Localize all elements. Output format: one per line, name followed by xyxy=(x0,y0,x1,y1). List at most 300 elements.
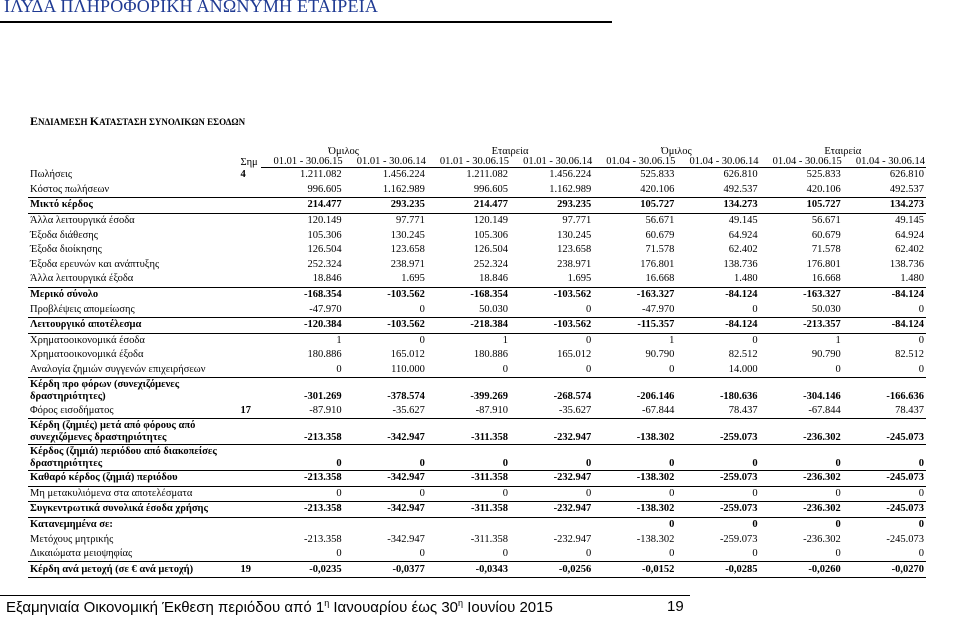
row-label: Λειτουργικό αποτέλεσμα xyxy=(28,317,238,333)
row-note xyxy=(238,363,260,378)
row-value: 0 xyxy=(593,486,676,502)
header-row-groups xyxy=(28,147,926,157)
table-row xyxy=(28,418,926,444)
table-row xyxy=(28,228,926,243)
period-header: 01.01 - 30.06.15 xyxy=(261,157,344,168)
statement-title-part-1: ΝΔΙΑΜΕΣΗ xyxy=(38,117,90,127)
row-value: 293.235 xyxy=(344,198,427,214)
row-label: Αναλογία ζημιών συγγενών επιχειρήσεων xyxy=(28,363,238,378)
row-value: 0 xyxy=(843,486,926,502)
period-header: 01.04 - 30.06.15 xyxy=(760,157,843,168)
row-value: 1 xyxy=(835,334,841,346)
table-row xyxy=(28,502,926,518)
row-value: -138.302 xyxy=(593,470,676,486)
row-note xyxy=(238,517,260,532)
footer-superscript-1: η xyxy=(324,598,330,608)
table-header xyxy=(28,147,926,168)
row-value: -259.073 xyxy=(676,470,759,486)
row-value: 420.106 xyxy=(760,183,843,198)
row-value: 105.306 xyxy=(473,229,509,241)
row-value: 0 xyxy=(344,547,427,562)
row-value: 14.000 xyxy=(676,363,759,378)
row-note xyxy=(238,317,260,333)
row-value: 176.801 xyxy=(640,258,675,270)
income-statement-table xyxy=(28,147,926,578)
row-value: -163.327 xyxy=(803,289,841,301)
row-label: Μερικό σύνολο xyxy=(30,289,99,301)
row-value: 60.679 xyxy=(645,229,675,241)
row-value: 492.537 xyxy=(843,183,926,198)
row-value: -213.358 xyxy=(261,418,344,444)
table-row xyxy=(28,444,926,470)
row-value: 0 xyxy=(843,363,926,378)
row-value: -84.124 xyxy=(843,317,926,333)
header-row-periods xyxy=(28,157,926,168)
row-value: -311.358 xyxy=(427,502,510,518)
header-note-spacer xyxy=(238,147,260,157)
row-value: -259.073 xyxy=(676,502,759,518)
row-note xyxy=(238,547,260,562)
row-value: 0 xyxy=(510,444,593,470)
row-value: -213.358 xyxy=(304,533,342,545)
row-value: 0 xyxy=(760,547,843,562)
row-note xyxy=(238,502,260,518)
row-value: 525.833 xyxy=(806,169,841,181)
row-value: 18.846 xyxy=(261,272,344,287)
row-value: 1.456.224 xyxy=(382,169,425,181)
row-value: -138.302 xyxy=(593,418,676,444)
row-value: 50.030 xyxy=(760,302,843,317)
row-value: 1 xyxy=(336,334,342,346)
row-note xyxy=(238,243,260,258)
row-value: 1.480 xyxy=(843,272,926,287)
row-value: -218.384 xyxy=(427,317,510,333)
row-value: -206.146 xyxy=(636,391,675,403)
row-value: 0 xyxy=(760,444,843,470)
row-value: -87.910 xyxy=(261,403,344,418)
row-value: -268.574 xyxy=(553,391,592,403)
row-value: 90.790 xyxy=(645,349,675,361)
company-header-title: ΙΛΥΔΑ ΠΛΗΡΟΦΟΡΙΚΗ ΑΝΩΝΥΜΗ ΕΤΑΙΡΕΙΑ xyxy=(4,0,379,16)
row-value: -180.636 xyxy=(719,391,758,403)
row-value: 97.771 xyxy=(562,215,592,227)
row-value: 0 xyxy=(585,334,592,346)
row-value: 16.668 xyxy=(593,272,676,287)
row-value: 71.578 xyxy=(811,244,841,256)
row-note xyxy=(238,532,260,547)
row-note xyxy=(238,213,260,228)
row-value: 0 xyxy=(918,518,924,530)
row-value: 0 xyxy=(752,334,758,346)
row-value: 0 xyxy=(344,302,427,317)
row-value: 1.695 xyxy=(344,272,427,287)
row-value: -236.302 xyxy=(760,418,843,444)
row-value: 16.668 xyxy=(760,272,843,287)
row-label: Προβλέψεις απομείωσης xyxy=(28,302,238,317)
row-value: -103.562 xyxy=(387,289,425,301)
table-row xyxy=(28,258,926,273)
footer-text-part-1: Εξαμηνιαία Οικονομική Έκθεση περιόδου από 1 xyxy=(6,599,325,616)
header-label-cell xyxy=(28,157,238,168)
row-value: 0 xyxy=(676,547,759,562)
table-row xyxy=(28,547,926,562)
table-row xyxy=(28,333,926,348)
row-value: -115.357 xyxy=(593,317,676,333)
row-value: -87.910 xyxy=(427,403,510,418)
row-value: 82.512 xyxy=(895,349,924,361)
note-column-header: Σημ xyxy=(240,157,258,168)
period-header: 01.01 - 30.06.14 xyxy=(510,157,593,168)
row-label: Κόστος πωλήσεων xyxy=(28,183,238,198)
row-value: 130.245 xyxy=(390,229,425,241)
row-value: 123.658 xyxy=(557,244,592,256)
row-value: -245.073 xyxy=(843,502,926,518)
row-value: 0 xyxy=(510,547,593,562)
row-value xyxy=(261,517,344,532)
row-value: -163.327 xyxy=(636,289,675,301)
row-value: 0 xyxy=(510,486,593,502)
row-value: 180.886 xyxy=(307,349,342,361)
row-value: 0 xyxy=(427,444,510,470)
row-note xyxy=(238,470,260,486)
row-value: 214.477 xyxy=(261,198,344,214)
period-header: 01.04 - 30.06.15 xyxy=(593,157,676,168)
row-value: 50.030 xyxy=(427,302,510,317)
row-value: -236.302 xyxy=(760,470,843,486)
row-value: 1.162.989 xyxy=(344,183,427,198)
row-value: -311.358 xyxy=(427,418,510,444)
row-value: 996.605 xyxy=(261,183,344,198)
row-value: 0 xyxy=(261,547,344,562)
row-value: -166.636 xyxy=(886,391,924,403)
row-note: 17 xyxy=(238,403,260,418)
table-row xyxy=(28,348,926,363)
row-value: -232.947 xyxy=(553,533,592,545)
row-value: -168.354 xyxy=(470,289,509,301)
row-value: -301.269 xyxy=(304,391,342,403)
row-value: -168.354 xyxy=(304,289,342,301)
row-note xyxy=(238,444,260,470)
row-value: 138.736 xyxy=(889,258,924,270)
row-label: Μετόχους μητρικής xyxy=(30,533,114,545)
row-value: 0 xyxy=(510,302,593,317)
row-value: 293.235 xyxy=(510,198,593,214)
table-row xyxy=(28,183,926,198)
table-row xyxy=(28,213,926,228)
row-value: 78.437 xyxy=(843,403,926,418)
row-value: 0 xyxy=(843,444,926,470)
row-label: Χρηματοοικονομικά έξοδα xyxy=(30,349,144,361)
row-value xyxy=(427,517,510,532)
row-note xyxy=(238,486,260,502)
row-value: -213.358 xyxy=(261,470,344,486)
period-header: 01.04 - 30.06.14 xyxy=(843,157,926,168)
row-label: Πωλήσεις xyxy=(30,169,73,181)
row-value: 1.456.224 xyxy=(549,169,592,181)
row-value: -245.073 xyxy=(843,418,926,444)
row-note xyxy=(238,333,260,348)
row-note xyxy=(238,198,260,214)
row-value: 0 xyxy=(676,486,759,502)
row-label: Έξοδα ερευνών και ανάπτυξης xyxy=(30,258,160,270)
table-row xyxy=(28,486,926,502)
row-value: -0,0343 xyxy=(427,562,510,578)
footer-text xyxy=(6,598,553,616)
row-value: 0 xyxy=(344,486,427,502)
table-row xyxy=(28,168,926,183)
row-label: Συγκεντρωτικά συνολικά έσοδα χρήσης xyxy=(28,502,238,518)
row-value: 60.679 xyxy=(811,229,841,241)
row-value: 0 xyxy=(676,444,759,470)
row-value: 130.245 xyxy=(557,229,592,241)
row-note xyxy=(238,302,260,317)
footer-text-part-3: Ιουνίου 2015 xyxy=(463,599,553,616)
table-row xyxy=(28,272,926,287)
row-value: -0,0260 xyxy=(760,562,843,578)
row-value: -0,0270 xyxy=(843,562,926,578)
row-value: 0 xyxy=(261,486,344,502)
table-row xyxy=(28,302,926,317)
row-value: 238.971 xyxy=(557,258,592,270)
row-value: -342.947 xyxy=(344,502,427,518)
row-label: Άλλα λειτουργικά έσοδα xyxy=(30,215,135,227)
statement-title-initial-2: Κ xyxy=(89,114,100,128)
row-label: Δικαιώματα μειοψηφίας xyxy=(28,547,238,562)
group-header: Όμιλος xyxy=(328,147,359,157)
row-value: -0,0256 xyxy=(510,562,593,578)
row-note xyxy=(238,183,260,198)
header-label-cell xyxy=(28,147,238,157)
row-value: 49.145 xyxy=(728,215,758,227)
row-note xyxy=(238,258,260,273)
row-value: -213.358 xyxy=(261,502,344,518)
row-value: 1 xyxy=(502,334,509,346)
row-value: -67.844 xyxy=(760,403,843,418)
table-body xyxy=(28,168,926,578)
row-value: 0 xyxy=(669,518,675,530)
row-note: 19 xyxy=(238,562,260,578)
row-value: 525.833 xyxy=(640,169,675,181)
row-value: 0 xyxy=(593,547,676,562)
footer-superscript-2: η xyxy=(458,598,464,608)
row-note xyxy=(238,348,260,363)
table-row xyxy=(28,363,926,378)
row-value: 120.149 xyxy=(473,215,509,227)
row-value: -0,0377 xyxy=(344,562,427,578)
period-header: 01.04 - 30.06.14 xyxy=(676,157,759,168)
row-value: 0 xyxy=(427,547,510,562)
row-value: -0,0235 xyxy=(261,562,344,578)
row-value xyxy=(510,517,593,532)
row-value: -259.073 xyxy=(719,533,758,545)
row-value: -399.269 xyxy=(470,391,509,403)
row-value: -311.358 xyxy=(470,533,509,545)
group-header: Εταιρεία xyxy=(824,147,862,157)
row-value: -342.947 xyxy=(387,533,425,545)
row-label: Φόρος εισοδήματος xyxy=(28,403,238,418)
row-value: 252.324 xyxy=(473,258,509,270)
row-value: -378.574 xyxy=(387,391,425,403)
row-label: Κέρδη προ φόρων (συνεχιζόμενες δραστηριότητες) xyxy=(30,379,180,403)
row-value: 252.324 xyxy=(307,258,342,270)
row-value: 0 xyxy=(593,363,676,378)
row-label: Μη μετακυλιόμενα στα αποτελέσματα xyxy=(28,486,238,502)
table-row xyxy=(28,470,926,486)
table-row xyxy=(28,287,926,302)
table-row xyxy=(28,403,926,418)
table-row xyxy=(28,532,926,547)
row-note xyxy=(238,287,260,302)
row-value: 126.504 xyxy=(307,244,342,256)
statement-title-part-2: ΑΤΑΣΤΑΣΗ ΣΥΝΟΛΙΚΩΝ ΕΣΟΔΩΝ xyxy=(99,117,246,127)
row-value: 1.211.082 xyxy=(466,169,509,181)
table-row xyxy=(28,378,926,404)
row-label: Έξοδα διάθεσης xyxy=(30,229,98,241)
row-value: 0 xyxy=(676,302,759,317)
row-value: 214.477 xyxy=(427,198,510,214)
row-value: 165.012 xyxy=(390,349,425,361)
row-value: 0 xyxy=(419,334,425,346)
row-value: 0 xyxy=(835,518,841,530)
statement-title-initial-1: Ε xyxy=(30,114,39,128)
row-value: 180.886 xyxy=(473,349,509,361)
footer-text-part-2: Ιανουαρίου έως 30 xyxy=(329,599,459,616)
group-header: Εταιρεία xyxy=(491,147,529,157)
row-value: -245.073 xyxy=(843,470,926,486)
row-value: 176.801 xyxy=(806,258,841,270)
row-label: Έξοδα διοίκησης xyxy=(30,244,102,256)
row-value: 82.512 xyxy=(728,349,758,361)
row-value: 123.658 xyxy=(390,244,425,256)
table-row xyxy=(28,562,926,578)
period-header: 01.01 - 30.06.15 xyxy=(427,157,510,168)
row-value: -84.124 xyxy=(891,289,924,301)
row-note xyxy=(238,272,260,287)
row-value xyxy=(344,517,427,532)
row-value: -236.302 xyxy=(803,533,841,545)
row-value: 90.790 xyxy=(811,349,841,361)
table-row xyxy=(28,243,926,258)
row-value: 78.437 xyxy=(676,403,759,418)
row-value: 0 xyxy=(261,363,344,378)
row-value: 64.924 xyxy=(895,229,924,241)
row-value: -232.947 xyxy=(510,470,593,486)
row-value: 0 xyxy=(760,486,843,502)
row-value: -236.302 xyxy=(760,502,843,518)
row-value: -232.947 xyxy=(510,502,593,518)
row-value: 134.273 xyxy=(843,198,926,214)
header-rule xyxy=(0,21,612,23)
row-value: 134.273 xyxy=(676,198,759,214)
row-value: 0 xyxy=(344,444,427,470)
row-value: 0 xyxy=(510,363,593,378)
row-value: 18.846 xyxy=(427,272,510,287)
row-value: 105.727 xyxy=(593,198,676,214)
row-value: 492.537 xyxy=(676,183,759,198)
row-value: 120.149 xyxy=(307,215,342,227)
row-value: -138.302 xyxy=(593,502,676,518)
row-value: 126.504 xyxy=(473,244,509,256)
row-value: 0 xyxy=(593,444,676,470)
row-value: 0 xyxy=(261,444,344,470)
row-value: 165.012 xyxy=(557,349,592,361)
row-label: Κέρδη ανά μετοχή (σε € ανά μετοχή) xyxy=(28,562,238,578)
row-value: 0 xyxy=(843,547,926,562)
row-value: -0,0152 xyxy=(593,562,676,578)
page-number: 19 xyxy=(667,598,684,615)
row-value: -35.627 xyxy=(510,403,593,418)
table-row xyxy=(28,198,926,214)
row-value: 420.106 xyxy=(593,183,676,198)
row-value: 97.771 xyxy=(395,215,425,227)
row-value: 0 xyxy=(843,302,926,317)
row-value: -342.947 xyxy=(344,470,427,486)
row-value: 105.727 xyxy=(760,198,843,214)
row-value: 1.695 xyxy=(510,272,593,287)
row-value: -138.302 xyxy=(636,533,675,545)
row-value: -259.073 xyxy=(676,418,759,444)
row-value: 238.971 xyxy=(390,258,425,270)
row-value: 138.736 xyxy=(723,258,758,270)
row-note: 4 xyxy=(240,169,246,181)
row-value: 0 xyxy=(427,486,510,502)
row-value: 626.810 xyxy=(889,169,924,181)
row-value: 49.145 xyxy=(895,215,924,227)
row-note xyxy=(238,378,260,404)
row-note xyxy=(238,418,260,444)
row-value: 71.578 xyxy=(645,244,675,256)
row-value: -84.124 xyxy=(725,289,758,301)
row-value: 110.000 xyxy=(344,363,427,378)
row-value: 1.480 xyxy=(676,272,759,287)
footer-rule xyxy=(0,595,690,596)
row-value: 64.924 xyxy=(728,229,758,241)
row-value: -213.357 xyxy=(760,317,843,333)
row-value: -103.562 xyxy=(344,317,427,333)
row-label: Κέρδη (ζημιές) μετά από φόρους από συνεχιζόμενες δραστηριότητες xyxy=(28,418,238,444)
row-value: -84.124 xyxy=(676,317,759,333)
row-value: 105.306 xyxy=(307,229,342,241)
row-label: Άλλα λειτουργικά έξοδα xyxy=(28,272,238,287)
row-value: 1.162.989 xyxy=(510,183,593,198)
row-value: -103.562 xyxy=(510,317,593,333)
row-label: Κέρδος (ζημιά) περιόδου από διακοπείσες δραστηριότητες xyxy=(28,444,238,470)
row-value: 62.402 xyxy=(895,244,924,256)
group-header: Όμιλος xyxy=(661,147,692,157)
row-value: 0 xyxy=(918,334,924,346)
table-row xyxy=(28,517,926,532)
period-header: 01.01 - 30.06.14 xyxy=(344,157,427,168)
row-value: -311.358 xyxy=(427,470,510,486)
row-value: 1.211.082 xyxy=(300,169,342,181)
row-value: -245.073 xyxy=(886,533,924,545)
row-label: Μικτό κέρδος xyxy=(28,198,238,214)
row-label: Κατανεμημένα σε: xyxy=(30,518,113,530)
row-value: -120.384 xyxy=(261,317,344,333)
row-value: 0 xyxy=(752,518,758,530)
row-value: -47.970 xyxy=(593,302,676,317)
row-label: Καθαρό κέρδος (ζημιά) περιόδου xyxy=(28,470,238,486)
row-value: 0 xyxy=(760,363,843,378)
row-value: -103.562 xyxy=(553,289,592,301)
row-value: -232.947 xyxy=(510,418,593,444)
row-value: 0 xyxy=(427,363,510,378)
row-value: -67.844 xyxy=(593,403,676,418)
row-value: -35.627 xyxy=(344,403,427,418)
row-value: -0,0285 xyxy=(676,562,759,578)
row-value: -47.970 xyxy=(261,302,344,317)
row-value: 62.402 xyxy=(728,244,758,256)
